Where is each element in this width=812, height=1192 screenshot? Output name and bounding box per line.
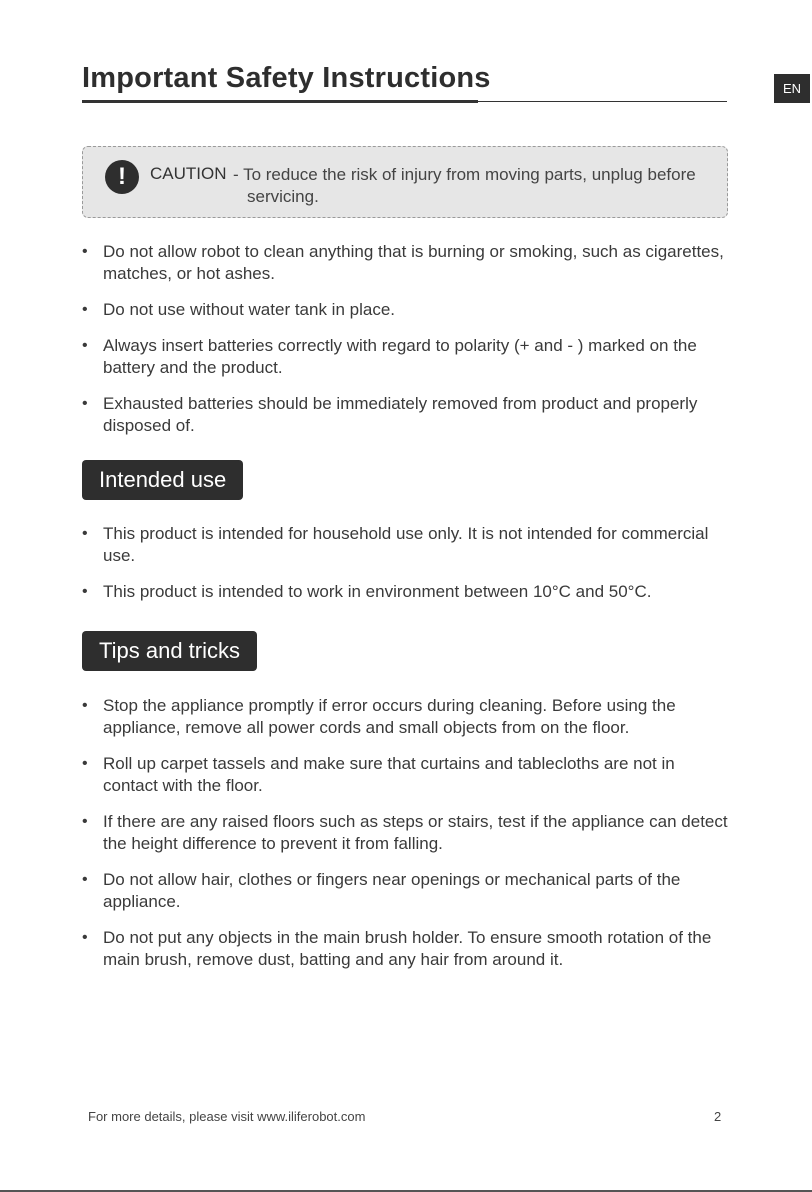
- tips-list: [80, 695, 730, 985]
- page-number: 2: [714, 1109, 722, 1124]
- list-item: • Do not use without water tank in place.: [80, 299, 730, 321]
- language-tab: EN: [774, 74, 810, 103]
- caution-text: - To reduce the risk of injury from moving parts, unplug before servicing.: [233, 165, 696, 206]
- title-underline: [82, 100, 478, 103]
- exclamation-icon: !: [105, 160, 139, 194]
- page-title: Important Safety Instructions: [82, 62, 491, 94]
- list-item: • Do not allow robot to clean anything that is burning or smoking, such as cigarettes, matches, or hot ashes.: [80, 241, 730, 285]
- safety-list: [80, 241, 730, 451]
- list-item: • Roll up carpet tassels and make sure that curtains and tablecloths are not in contact with the floor.: [80, 753, 730, 797]
- list-item: • Exhausted batteries should be immediately removed from product and properly disposed of.: [80, 393, 730, 437]
- footer-text: For more details, please visit www.iliferobot.com: [88, 1109, 366, 1124]
- intended-use-list: [80, 523, 730, 617]
- caution-label: CAUTION: [150, 164, 227, 183]
- list-item: • Do not allow hair, clothes or fingers near openings or mechanical parts of the appliance.: [80, 869, 730, 913]
- caution-box: [82, 146, 728, 218]
- list-item: • This product is intended to work in environment between 10°C and 50°C.: [80, 581, 730, 603]
- list-item: • If there are any raised floors such as steps or stairs, test if the appliance can detect the height difference to prevent it from falling.: [80, 811, 730, 855]
- list-item: • Do not put any objects in the main brush holder. To ensure smooth rotation of the main brush, remove dust, batting and any hair from around it.: [80, 927, 730, 971]
- list-item: • Always insert batteries correctly with regard to polarity (+ and - ) marked on the battery and the product.: [80, 335, 730, 379]
- tips-heading: Tips and tricks: [82, 631, 257, 671]
- intended-use-heading: Intended use: [82, 460, 243, 500]
- list-item: • This product is intended for household use only. It is not intended for commercial use.: [80, 523, 730, 567]
- list-item: • Stop the appliance promptly if error occurs during cleaning. Before using the appliance, remove all power cords and small objects from on the floor.: [80, 695, 730, 739]
